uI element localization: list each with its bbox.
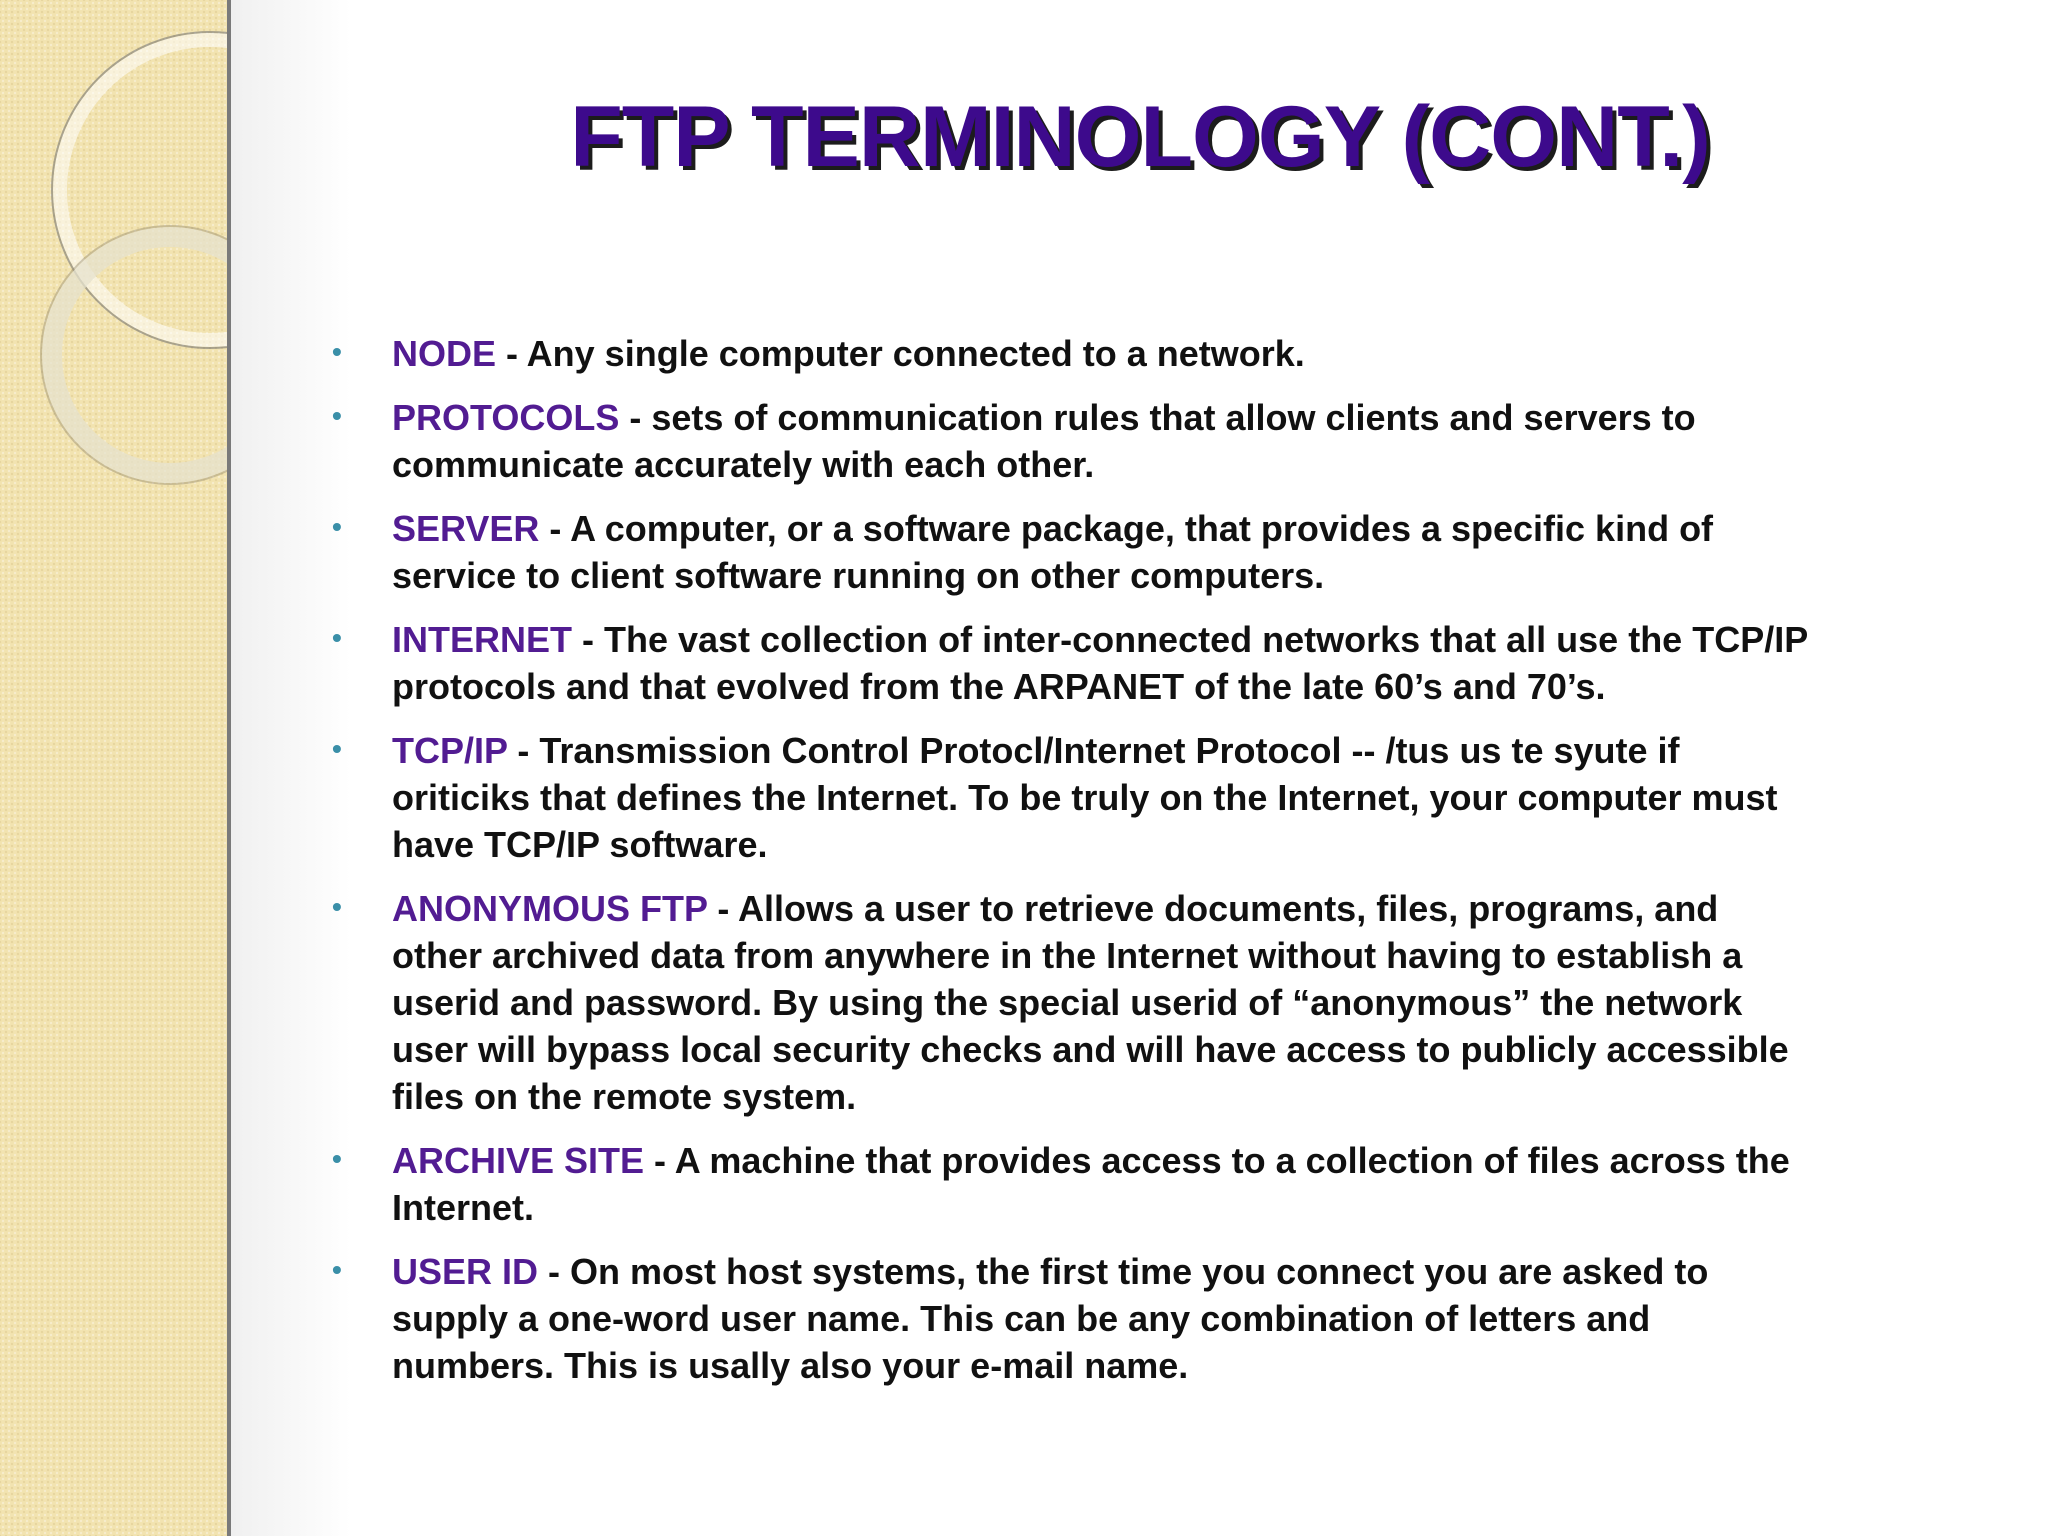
terms-list xyxy=(330,330,1810,1406)
term-name: ANONYMOUS FTP xyxy=(392,888,708,929)
bullet-icon: • xyxy=(332,1254,342,1285)
small-ring-outline xyxy=(41,226,227,484)
term-name: SERVER xyxy=(392,508,540,549)
term-definition: - On most host systems, the first time you connect you are asked to supply a one-word user name. This can be any combination of letters and numbers. This is usally also your e-mail name. xyxy=(392,1251,1709,1386)
bullet-icon: • xyxy=(332,511,342,542)
term-item xyxy=(330,505,1810,599)
slide-title: FTP TERMINOLOGY (CONT.) xyxy=(570,89,1710,185)
large-ring-outline xyxy=(52,32,227,348)
bullet-icon: • xyxy=(332,1143,342,1174)
term-item xyxy=(330,616,1810,710)
term-definition: - A computer, or a software package, that provides a specific kind of service to client software running on other computers. xyxy=(392,508,1714,596)
bullet-icon: • xyxy=(332,336,342,367)
term-name: INTERNET xyxy=(392,619,572,660)
term-name: USER ID xyxy=(392,1251,539,1292)
bullet-icon: • xyxy=(332,622,342,653)
bullet-icon: • xyxy=(332,733,342,764)
term-definition: - Transmission Control Protocl/Internet Protocol -- /tus us te syute if oriticiks that defines the Internet. To be truly on the Internet, your computer must have TCP/IP software. xyxy=(392,730,1778,865)
term-item xyxy=(330,727,1810,868)
term-item xyxy=(330,1137,1810,1231)
decorative-side-panel xyxy=(0,0,227,1536)
bullet-icon: • xyxy=(332,400,342,431)
term-item xyxy=(330,394,1810,488)
term-definition: - A machine that provides access to a collection of files across the Internet. xyxy=(392,1140,1790,1228)
term-item xyxy=(330,1248,1810,1389)
bullet-icon: • xyxy=(332,891,342,922)
term-definition: - sets of communication rules that allow clients and servers to communicate accurately with each other. xyxy=(392,397,1696,485)
term-name: TCP/IP xyxy=(392,730,508,771)
term-name: NODE xyxy=(392,333,497,374)
term-item xyxy=(330,885,1810,1120)
term-definition: - The vast collection of inter-connected networks that all use the TCP/IP protocols and that evolved from the ARPANET of the late 60’s and 70’s. xyxy=(392,619,1808,707)
term-item xyxy=(330,330,1810,377)
term-name: PROTOCOLS xyxy=(392,397,620,438)
term-definition: - Allows a user to retrieve documents, files, programs, and other archived data from anywhere in the Internet without having to establish a userid and password. By using the special userid of “anonymous” the network user will bypass local security checks and will have access to publicly accessible files on the remote system. xyxy=(392,888,1789,1117)
decorative-rings xyxy=(0,0,227,520)
term-name: ARCHIVE SITE xyxy=(392,1140,645,1181)
term-definition: - Any single computer connected to a network. xyxy=(496,333,1305,374)
small-ring xyxy=(52,237,227,473)
large-ring xyxy=(60,40,227,340)
